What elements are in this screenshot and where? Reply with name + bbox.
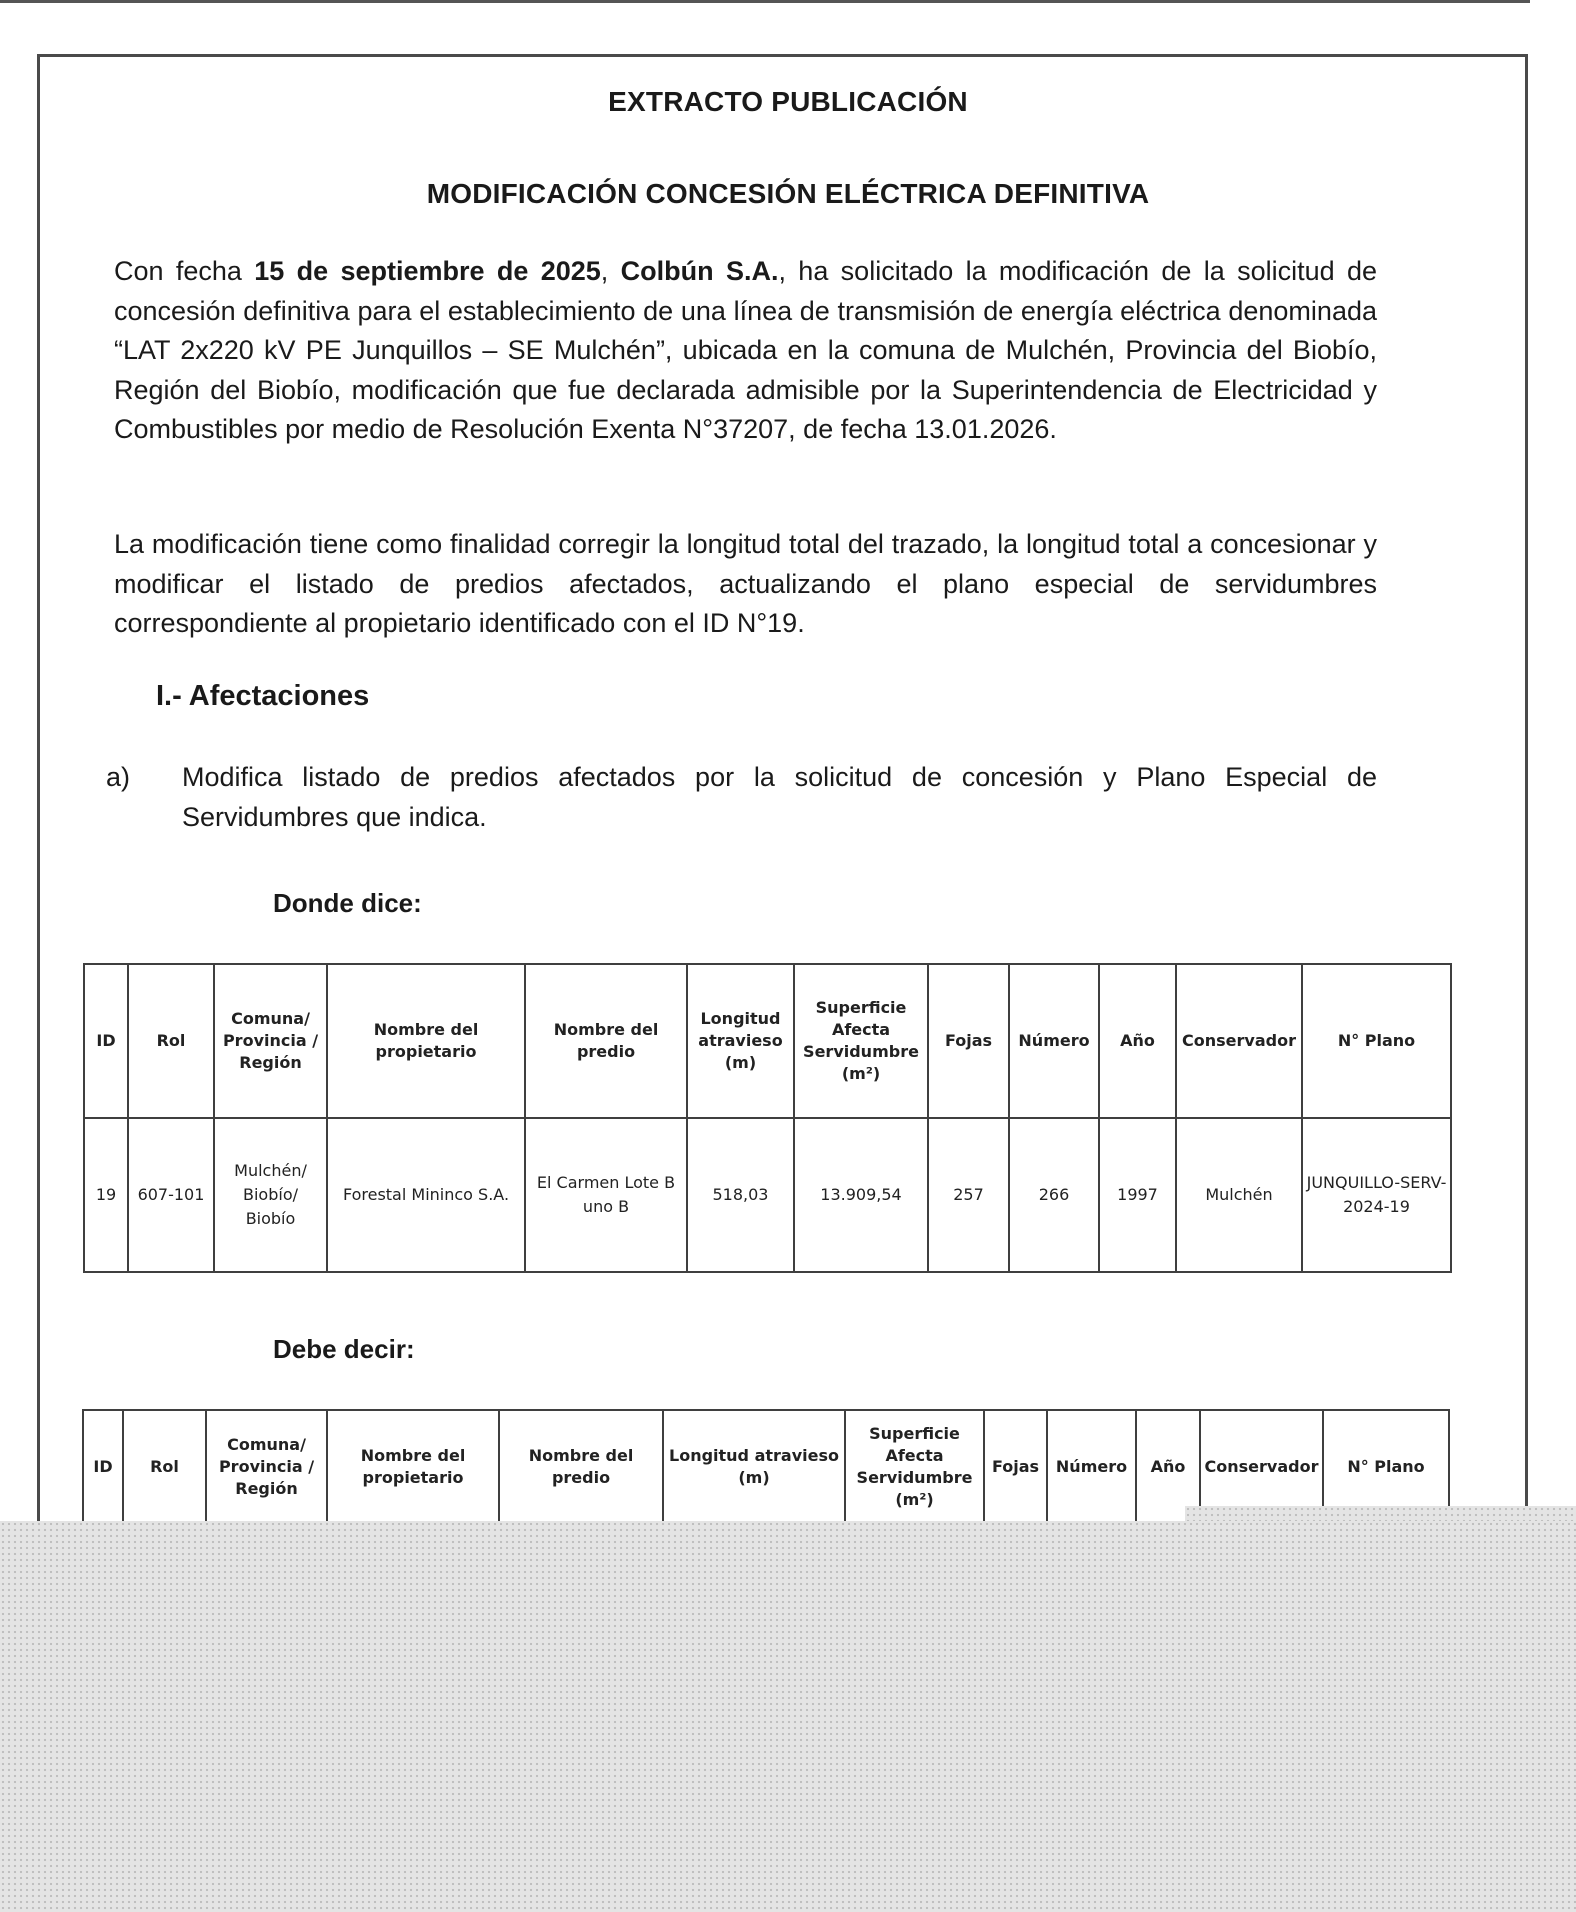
company-name: Colbún S.A. <box>620 256 779 286</box>
col-header-longitud: Longitud atravieso (m) <box>687 964 794 1118</box>
paragraph-purpose: La modificación tiene como finalidad corregir la longitud total del trazado, la longitud total a concesionar y modificar el listado de predios afectados, actualizando el plano especial de servidumbres correspondiente al propietario identificado con el ID N°19. <box>114 529 1377 638</box>
table-before <box>83 963 1452 1273</box>
col-header-anio: Año <box>1136 1410 1200 1524</box>
request-date: 15 de septiembre de 2025 <box>254 256 601 286</box>
cell-superficie: 13.909,54 <box>794 1118 928 1272</box>
top-rule <box>0 0 1530 3</box>
document-subtitle: MODIFICACIÓN CONCESIÓN ELÉCTRICA DEFINITIVA <box>426 178 1150 209</box>
col-header-id: ID <box>83 1410 123 1524</box>
document-title: EXTRACTO PUBLICACIÓN <box>608 86 968 117</box>
cell-conservador: Mulchén <box>1176 1118 1302 1272</box>
col-header-plano: N° Plano <box>1302 964 1451 1118</box>
cell-fojas: 257 <box>928 1118 1009 1272</box>
cell-numero: 266 <box>1009 1118 1099 1272</box>
cell-anio: 1997 <box>1099 1118 1176 1272</box>
col-header-fojas: Fojas <box>984 1410 1047 1524</box>
col-header-longitud: Longitud atravieso (m) <box>663 1410 845 1524</box>
col-header-id: ID <box>84 964 128 1118</box>
cell-id: 19 <box>84 1118 128 1272</box>
col-header-conservador: Conservador <box>1176 964 1302 1118</box>
table-before-heading: Donde dice: <box>273 888 422 918</box>
paragraph-rest: , ha solicitado la modificación de la solicitud de concesión definitiva para el establecimiento de una línea de transmisión de energía eléctrica denominada “LAT 2x220 kV PE Junquillos – SE Mulchén”, ubicada en la comuna de Mulchén, Provincia del Biobío, Región del Biobío, modificación que fue declarada admisible por la Superintendencia de Electricidad y Combustibles por medio de Resolución Exenta N°37207, de fecha 13.01.2026. <box>114 256 1377 444</box>
col-header-rol: Rol <box>123 1410 206 1524</box>
col-header-superficie: Superficie Afecta Servidumbre (m²) <box>794 964 928 1118</box>
paragraph-request <box>114 252 1377 450</box>
paragraph-separator: , <box>600 256 621 286</box>
cell-comuna: Mulchén/ Biobío/ Biobío <box>214 1118 327 1272</box>
item-text: Modifica listado de predios afectados por la solicitud de concesión y Plano Especial de Servidumbres que indica. <box>182 762 1377 832</box>
cell-longitud: 518,03 <box>687 1118 794 1272</box>
col-header-propietario: Nombre del propietario <box>327 964 525 1118</box>
item-label: a) <box>106 762 131 792</box>
table-after-heading: Debe decir: <box>273 1334 415 1364</box>
col-header-numero: Número <box>1009 964 1099 1118</box>
col-header-fojas: Fojas <box>928 964 1009 1118</box>
redaction-overlay <box>0 1521 1576 1912</box>
col-header-numero: Número <box>1047 1410 1136 1524</box>
col-header-predio: Nombre del predio <box>499 1410 663 1524</box>
col-header-predio: Nombre del predio <box>525 964 687 1118</box>
col-header-comuna: Comuna/ Provincia / Región <box>214 964 327 1118</box>
table-row <box>84 1118 1451 1272</box>
section-heading: I.- Afectaciones <box>156 680 370 712</box>
col-header-superficie: Superficie Afecta Servidumbre (m²) <box>845 1410 984 1524</box>
col-header-conservador: Conservador <box>1200 1410 1323 1524</box>
table-before-header-row <box>84 964 1451 1118</box>
cell-plano: JUNQUILLO-SERV-2024-19 <box>1302 1118 1451 1272</box>
cell-rol: 607-101 <box>128 1118 214 1272</box>
col-header-plano: N° Plano <box>1323 1410 1449 1524</box>
col-header-comuna: Comuna/ Provincia / Región <box>206 1410 327 1524</box>
cell-predio: El Carmen Lote B uno B <box>525 1118 687 1272</box>
paragraph-lead: Con fecha <box>114 256 255 286</box>
col-header-propietario: Nombre del propietario <box>327 1410 499 1524</box>
col-header-anio: Año <box>1099 964 1176 1118</box>
col-header-rol: Rol <box>128 964 214 1118</box>
cell-propietario: Forestal Mininco S.A. <box>327 1118 525 1272</box>
